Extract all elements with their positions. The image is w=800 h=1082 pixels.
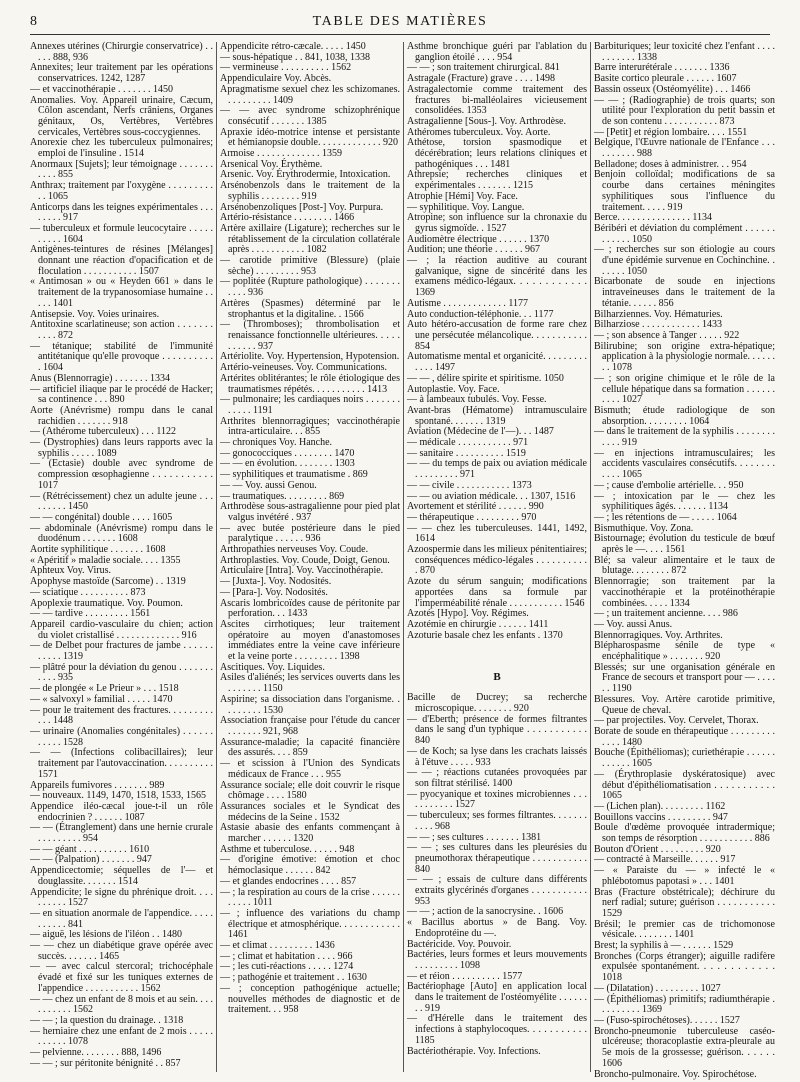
index-entry: Artério-veineuses. Voy. Communications. bbox=[220, 362, 388, 374]
index-entry: — ; les rétentions de — . . . . . 1064 bbox=[594, 511, 737, 523]
index-entry: — — (Infections colibacillaires); leur traitement par l'autovaccination. . . . . . . . . . 1571 bbox=[30, 747, 213, 780]
index-entry: Basite cortico pleurale . . . . . . 1607 bbox=[594, 73, 737, 85]
index-entry: Barbituriques; leur toxicité chez l'enfant . . . . . . . . . . . 1338 bbox=[594, 41, 775, 63]
index-entry: Annexes utérines (Chirurgie conservatrice) . . . . . 888, 936 bbox=[30, 41, 213, 63]
index-entry: — — avec calcul stercoral; trichocéphale évadé et fixé sur les tuniques externes de l'appendice . . . . . . . . . . . 1562 bbox=[30, 961, 213, 994]
index-entry: — chroniques Voy. Hanche. bbox=[220, 437, 333, 449]
index-entry: — — ; sur péritonite bénignité . . 857 bbox=[30, 1057, 181, 1069]
index-entry: — de plongée « Le Prieur » . . . 1518 bbox=[30, 683, 179, 695]
index-entry: Belladone; doses à administrer. . . 954 bbox=[594, 158, 747, 170]
index-entry: — — ; la question du drainage. . 1318 bbox=[30, 1014, 184, 1026]
index-entry: — — ; ses cultures dans les pleurésies du pneumothorax thérapeutique . . . . . . . . . . . 840 bbox=[407, 842, 587, 875]
index-entry: Bactériophage [Auto] en application local dans le traitement de l'ostéomyélite . . . . . . . . 919 bbox=[407, 981, 587, 1014]
index-entry: Athétose, torsion spasmodique et décérébration; leurs relations cliniques et pathogéniques . . . 1481 bbox=[407, 137, 587, 170]
index-entry: — herniaire chez une enfant de 2 mois . . . . . . . . . . . 1078 bbox=[30, 1025, 213, 1048]
index-entry: — d'Hérelle dans le traitement des infections à staphylocoques. . . . . . . . . . . 1185 bbox=[407, 1013, 587, 1046]
index-entry: — — ; son traitement chirurgical. 841 bbox=[407, 62, 560, 74]
index-entry: — urinaire (Anomalies congénitales) . . . . . . . . . . . 1528 bbox=[30, 726, 213, 748]
index-entry: — et glandes endocrines . . . . 857 bbox=[220, 875, 357, 887]
index-entry: — ; son absence à Tanger . . . . . 922 bbox=[594, 329, 740, 341]
index-entry: — traumatiques. . . . . . . . . 869 bbox=[220, 490, 345, 502]
index-entry: Auto hétéro-accusation de forme rare chez une persécutée mélancolique. . . . . . . . . . . 854 bbox=[407, 319, 587, 352]
index-entry: Broncho-pulmonaire. Voy. Spirochétose. bbox=[594, 1068, 757, 1080]
index-entry: — nouveaux. 1149, 1470, 1518, 1533, 1565 bbox=[30, 790, 207, 802]
index-entry: Astragale (Fracture) grave . . . . 1498 bbox=[407, 73, 555, 85]
index-entry: — Voy. aussi Anus. bbox=[594, 618, 673, 630]
index-entry: — — ; réactions cutanées provoquées par son filtrat stérilisé. 1400 bbox=[407, 767, 587, 789]
index-entry: — (Ectasie) double avec syndrome de compression œsophagienne . . . . . . . . . . . 1017 bbox=[30, 458, 213, 491]
index-entry: — (Dilatation) . . . . . . . . . 1027 bbox=[594, 982, 721, 994]
index-entry: Bouton d'Orient . . . . . . . . . 920 bbox=[594, 843, 721, 855]
index-entry: — — géant . . . . . . . . . . 1610 bbox=[30, 843, 150, 855]
index-entry: Aphteux Voy. Virus. bbox=[30, 565, 111, 577]
page-title: TABLE DES MATIÈRES bbox=[312, 14, 488, 29]
index-entry: Bilharziennes. Voy. Hématuries. bbox=[594, 308, 723, 320]
index-entry: — — (Étranglement) dans une hernie crurale . . . . . . . . . 954 bbox=[30, 822, 213, 845]
index-entry: Autisme . . . . . . . . . . . . . 1177 bbox=[407, 297, 529, 309]
index-entry: Anorexie chez les tuberculeux pulmonaires; emploi de l'insuline . 1514 bbox=[30, 137, 213, 160]
section-letter: B bbox=[493, 671, 501, 684]
index-entry: Audition; une théorie . . . . . . 967 bbox=[407, 244, 541, 256]
index-entry: Broncho-pneumonie tuberculeuse caséo-ulcéreuse; thoracoplastie extra-pleurale au 5e mois de la grossesse; guérison. . . . . . 1606 bbox=[594, 1025, 775, 1069]
index-entry: Bistournage; évolution du testicule de bœuf après le —. . . . 1561 bbox=[594, 533, 775, 556]
index-entry: — poplitée (Rupture pathologique) . . . . . . . . . . . 936 bbox=[220, 276, 400, 299]
index-entry: Assurances sociales et le Syndicat des médecins de la Seine . 1532 bbox=[220, 800, 400, 823]
index-entry: « Apéritif » maladie sociale. . . . 1355 bbox=[30, 554, 181, 566]
index-entry: — abdominale (Anévrisme) rompu dans le duodénum . . . . . . . 1608 bbox=[30, 522, 213, 545]
index-entry: — ; pathogénie et traitement . . 1630 bbox=[220, 972, 367, 984]
index-entry: — « salvoxyl » familial . . . . . 1470 bbox=[30, 693, 173, 705]
index-entry: — — chez les tuberculeuses. 1441, 1492, 1614 bbox=[407, 522, 587, 545]
index-entry: Bouillons vaccins . . . . . . . . . 947 bbox=[594, 811, 728, 823]
index-entry: Antigènes-teintures de résines [Mélanges] donnant une réaction d'opacification et de floculation . . . . . . . . . . . 1507 bbox=[30, 244, 213, 277]
index-entry: — — avec syndrome schizophrénique consécutif . . . . . . . 1385 bbox=[220, 105, 400, 127]
index-entry: — ; un traitement ancienne. . . . 986 bbox=[594, 608, 738, 620]
index-entry: Astragalienne [Sous-]. Voy. Arthrodèse. bbox=[407, 115, 566, 127]
index-entry: Appendicite rétro-cæcale. . . . . 1450 bbox=[220, 41, 366, 52]
index-entry: Arsenical Voy. Érythème. bbox=[220, 158, 323, 170]
index-entry: — ; climat et habitation . . . . 966 bbox=[220, 950, 353, 962]
index-entry: — plâtré pour la déviation du genou . . . . . . . . . . . 935 bbox=[30, 661, 213, 684]
index-entry: Appareils fumivores . . . . . . . 989 bbox=[30, 779, 165, 791]
index-entry: — ; la réaction auditive au courant galvanique, signe de sincérité dans les examens médico-légaux. . . . . . . . . . . . 1369 bbox=[407, 255, 587, 299]
index-entry: — — ; (Radiographie) de trois quarts; son utilité pour l'exploration du petit bassin et de son contenu . . . . . . . . . . . 873 bbox=[594, 94, 775, 127]
index-entry: Asthme bronchique guéri par l'ablation du ganglion étoilé . . . . 954 bbox=[407, 41, 587, 63]
index-entry: Bismuth; étude radiologique de son absorption. . . . . . . . . 1064 bbox=[594, 404, 775, 427]
index-entry: Anormaux [Sujets]; leur témoignage . . . . . . . . . . . 855 bbox=[30, 158, 213, 181]
index-entry: — par projectiles. Voy. Cervelet, Thorax. bbox=[594, 715, 759, 727]
index-entry: — ; conception pathogénique actuelle; nouvelles méthodes de diagnostic et de traitement. . . 958 bbox=[220, 982, 400, 1016]
index-entry: Bilharziose . . . . . . . . . . . . 1433 bbox=[594, 319, 723, 331]
index-entry: Béribéri et déviation du complément . . . . . . . . . . . . 1050 bbox=[594, 222, 775, 245]
index-entry: — médicale . . . . . . . . . . . 971 bbox=[407, 437, 529, 449]
index-entry: Anthrax; traitement par l'oxygène . . . . . . . . . . . 1065 bbox=[30, 180, 213, 202]
index-entry: — ; son origine chimique et le rôle de la cellule hépatique dans sa formation . . . . . . . . . . 1027 bbox=[594, 372, 775, 406]
index-entry: Blennorragiques. Voy. Arthrites. bbox=[594, 629, 723, 641]
index-entry: Anus (Blennorragie) . . . . . . . 1334 bbox=[30, 372, 170, 384]
index-entry: — pulmonaire; les cardiaques noirs . . . . . . . . . . . . 1191 bbox=[220, 394, 400, 416]
index-entry: Apragmatisme sexuel chez les schizomanes. . . . . . . . . . 1409 bbox=[220, 83, 400, 106]
index-entry: Arthropathies nerveuses Voy. Coude. bbox=[220, 544, 369, 556]
index-entry: Aspirine; sa dissociation dans l'organisme. . . . . . . . . 1530 bbox=[220, 693, 400, 716]
index-entry: — sanitaire . . . . . . . . . . 1519 bbox=[407, 447, 526, 459]
index-entry: Asthme et tuberculose. . . . . . 948 bbox=[220, 843, 355, 855]
index-entry: Blessures. Voy. Artère carotide primitive, Queue de cheval. bbox=[594, 693, 775, 716]
index-entry: — aiguë, les lésions de l'iléon . . 1480 bbox=[30, 929, 183, 941]
index-entry: — dans le traitement de la syphilis . . . . . . . . . . . . 919 bbox=[594, 426, 775, 449]
index-entry: — (Érythroplasie dyskératosique) avec début d'épithéliomatisation . . . . . . . . . . . 1065 bbox=[594, 768, 775, 802]
index-entry: Berce. . . . . . . . . . . . . . . 1134 bbox=[594, 212, 712, 224]
index-entry: Appendicectomie; séquelles de l'— et douglassite. . . . . . . 1514 bbox=[30, 865, 213, 887]
index-entry: — — ou aviation médicale. . . 1307, 1516 bbox=[407, 490, 576, 502]
index-entry: — (Rétrécissement) chez un adulte jeune . . . . . . . . . 1450 bbox=[30, 490, 213, 513]
index-entry: Auto conduction-téléphonie. . . 1177 bbox=[407, 308, 554, 320]
index-entry: Apraxie idéo-motrice intense et persistante et hémianopsie double. . . . . . . . . . . . . 920 bbox=[220, 126, 400, 149]
index-entry: Bicarbonate de soude en injections intraveineuses dans le traitement de la tétanie. . . . . . 856 bbox=[594, 276, 775, 309]
index-entry: — — ; ses cultures . . . . . . . 1381 bbox=[407, 831, 542, 843]
index-column-1 bbox=[30, 42, 217, 1072]
index-entry: — de Delbet pour fractures de jambe . . . . . . . . . . . 1319 bbox=[30, 640, 213, 663]
index-entry: — en injections intramusculaires; les accidents vasculaires consécutifs. . . . . . . . . . . . 1065 bbox=[594, 447, 775, 481]
index-entry: — [Para-]. Voy. Nodosités. bbox=[220, 586, 328, 598]
index-entry: « Antimosan » ou « Heyden 661 » dans le traitement de la trypanosomiase humaine . . . . . 1401 bbox=[30, 276, 213, 309]
index-entry: Antisepsie. Voy. Voies urinaires. bbox=[30, 308, 160, 320]
index-entry: Apophyse mastoïde (Sarcome) . . 1319 bbox=[30, 576, 186, 588]
index-entry: Arthrodèse sous-astragalienne pour pied plat valgus invétéré . 937 bbox=[220, 501, 400, 523]
index-entry: — ; les cuti-réactions . . . . . 1274 bbox=[220, 961, 354, 973]
index-entry: Azotés [Hypo]. Voy. Régimes. bbox=[407, 608, 529, 620]
index-entry: Antitoxine scarlatineuse; son action . . . . . . . . . . . 872 bbox=[30, 319, 213, 341]
index-entry: — (Épithéliomas) primitifs; radiumthérapie . . . . . . . . . 1369 bbox=[594, 993, 775, 1016]
index-entry: Artères (Spasmes) déterminé par le strophantus et la digitaline. . 1566 bbox=[220, 297, 400, 320]
index-entry: Bronches (Corps étranger); aiguille radifère expulsée spontanément. . . . . . . . . . . . 1018 bbox=[594, 950, 775, 984]
index-entry: — — , délire spirite et spiritisme. 1050 bbox=[407, 372, 564, 384]
index-entry: — — chez un diabétique grave opérée avec succès. . . . . . . 1465 bbox=[30, 940, 213, 962]
index-entry: Atropine; son influence sur la chronaxie du gyrus sigmoïde. . 1527 bbox=[407, 212, 587, 234]
index-entry: Azoospermie dans les milieux pénitentiaires; conséquences médico-légales . . . . . . . . . . . 870 bbox=[407, 544, 587, 577]
index-entry: — (Fuso-spirochétoses). . . . . . 1527 bbox=[594, 1014, 740, 1026]
index-entry: — ; la respiration au cours de la crise . . . . . . . . . . . 1011 bbox=[220, 886, 400, 909]
index-entry: Blennorragie; son traitement par la vaccinothérapie et la protéinothérapie combinées. . . . . 1334 bbox=[594, 576, 775, 609]
index-entry: Appendice iléo-cæcal joue-t-il un rôle endocrinien ? . . . . . . 1087 bbox=[30, 800, 213, 823]
index-entry: Brest; la syphilis à — . . . . . . 1529 bbox=[594, 940, 734, 952]
index-entry: — — Voy. aussi Genou. bbox=[220, 479, 317, 491]
index-entry: Anticorps dans les teignes expérimentales . . . . . . . . 917 bbox=[30, 201, 213, 224]
index-entry: — tétanique; stabilité de l'immunité antitétanique qu'elle provoque . . . . . . . . . . . 1604 bbox=[30, 340, 213, 374]
index-entry: Atrophie [Hémi] Voy. Face. bbox=[407, 190, 518, 202]
index-entry: — contracté à Marseille. . . . . . 917 bbox=[594, 854, 736, 866]
index-entry: Bactéries, leurs formes et leurs mouvements . . . . . . . . . 1098 bbox=[407, 949, 587, 971]
index-entry: Azote du sérum sanguin; modifications apportées dans sa formule par l'imperméabilité rénale . . . . . . . . . . . 1546 bbox=[407, 576, 587, 609]
index-entry: — artificiel iliaque par le procédé de Hacker; sa continence . . . 890 bbox=[30, 383, 213, 406]
index-entry: — — en évolution. . . . . . . . 1303 bbox=[220, 458, 355, 470]
index-entry: Artériolite. Voy. Hypertension, Hypotension. bbox=[220, 351, 400, 363]
index-entry: — — chez un enfant de 8 mois et au sein. . . . . . . . . . . 1562 bbox=[30, 993, 213, 1016]
index-entry: — tuberculeux; ses formes filtrantes. . . . . . . . . . . 968 bbox=[407, 810, 587, 832]
header-rule bbox=[30, 34, 770, 35]
index-entry: Aorte (Anévrisme) rompu dans le canal rachidien . . . . . . . 918 bbox=[30, 404, 213, 427]
index-entry: Anomalies. Voy. Appareil urinaire, Cæcum, Côlon ascendant, Nerfs crâniens, Organes génitaux, Os, Vertèbres, Vertèbres cervicales, Vertèbres sous-coccygiennes. bbox=[30, 94, 213, 138]
index-entry: — [Petit] et région lombaire. . . . 1551 bbox=[594, 126, 748, 138]
index-entry: — — civile . . . . . . . . . . . 1373 bbox=[407, 479, 532, 491]
index-entry: Astragalectomie comme traitement des fractures bi-malléolaires vicieusement consolidées. 1353 bbox=[407, 83, 587, 117]
index-entry: — ; influence des variations du champ électrique et atmosphérique. . . . . . . . . . . . 1461 bbox=[220, 907, 400, 941]
page-number: 8 bbox=[30, 14, 37, 29]
index-entry: Bilirubine; son origine extra-hépatique; application à la physiologie normale. . . . . . . . 1078 bbox=[594, 340, 776, 374]
index-entry: Athéromes tuberculeux. Voy. Aorte. bbox=[407, 126, 551, 138]
index-entry: Avortement et stérilité . . . . . . 990 bbox=[407, 501, 544, 513]
index-entry: Bismuthique. Voy. Zona. bbox=[594, 522, 694, 534]
index-entry: Ascitiques. Voy. Liquides. bbox=[220, 661, 325, 673]
index-entry: Ascaris lombricoïdes cause de péritonite par perforation. . . 1433 bbox=[220, 597, 400, 620]
index-entry: Appendicite; le signe du phrénique droit. . . . . . . . . . 1527 bbox=[30, 886, 213, 909]
index-entry: « Bacillus abortus » de Bang. Voy. Endoprotéine du —. bbox=[407, 917, 587, 939]
index-entry: Blé; sa valeur alimentaire et le taux de blutage. . . . . . . . 872 bbox=[594, 554, 775, 577]
index-entry: Arsenic. Voy. Érythrodermie, Intoxication. bbox=[220, 169, 391, 181]
index-entry: Bacille de Ducrey; sa recherche microscopique. . . . . . . . 920 bbox=[407, 692, 587, 715]
index-entry: Annexites; leur traitement par les opérations conservatrices. 1242, 1287 bbox=[30, 62, 213, 85]
index-entry: Brésil; le premier cas de trichomonose vésicale. . . . . . . . 1401 bbox=[594, 918, 775, 941]
index-entry: Bactéricide. Voy. Pouvoir. bbox=[407, 938, 512, 950]
index-entry: — avec butée postérieure dans le pied paralytique . . . . . . 936 bbox=[220, 522, 400, 545]
index-entry: Boule d'œdème provoquée intradermique; son temps de résorption . . . . . . . . . . . 886 bbox=[594, 822, 775, 845]
index-entry: — carotide primitive (Blessure) (plaie sèche) . . . . . . . . . 953 bbox=[220, 255, 400, 277]
index-entry: Arsénobenzols dans le traitement de la syphilis . . . . . . . . 919 bbox=[220, 180, 400, 202]
index-entry: — et vaccinothérapie . . . . . . . 1450 bbox=[30, 83, 174, 95]
index-entry: Bouche (Épithéliomas); curiethérapie . . . . . . . . . . . . 1605 bbox=[594, 747, 775, 770]
index-entry: — ; recherches sur son étiologie au cours d'une épidémie survenue en Cochinchine. . . . . . . 1050 bbox=[594, 244, 775, 277]
index-entry: Astasie abasie des enfants commençant à marcher . . . . . . 1320 bbox=[220, 822, 400, 845]
index-entry: Armoise . . . . . . . . . . . . . 1359 bbox=[220, 148, 342, 160]
index-entry: Asiles d'aliénés; les services ouverts dans les . . . . . . . 1150 bbox=[220, 672, 400, 695]
index-entry: — (Dystrophies) dans leurs rapports avec la syphilis . . . . . 1089 bbox=[30, 437, 213, 459]
index-entry: Avant-bras (Hématome) intramusculaire spontané. . . . . . . 1319 bbox=[407, 404, 587, 427]
index-entry: Azoturie basale chez les enfants . 1370 bbox=[407, 629, 563, 641]
index-entry: Arsénobenzoliques [Post-] Voy. Purpura. bbox=[220, 201, 384, 213]
index-column-4 bbox=[591, 41, 778, 1080]
index-entry: Apoplexie traumatique. Voy. Poumon. bbox=[30, 597, 183, 609]
index-entry: — — du temps de paix ou aviation médicale . . . . . . . . . 971 bbox=[407, 458, 587, 481]
index-entry: — ; cause d'embolie artérielle. . . 950 bbox=[594, 479, 744, 491]
index-entry: Aviation (Médecine de l'—). . . 1487 bbox=[407, 426, 554, 438]
index-entry: Borate de soude en thérapeutique . . . . . . . . . . . . . 1480 bbox=[594, 726, 775, 748]
index-column-3 bbox=[404, 42, 591, 1072]
index-entry: Azotémie en chirurgie . . . . . . 1411 bbox=[407, 618, 549, 630]
index-entry: — pour le traitement des fractures. . . . . . . . . . . . 1448 bbox=[30, 704, 213, 727]
index-entry: — ; intoxication par le — chez les syphilitiques âgés. . . . . . . 1134 bbox=[594, 490, 775, 513]
index-entry: Appendiculaire Voy. Abcès. bbox=[220, 73, 332, 85]
index-columns bbox=[30, 41, 780, 1080]
index-entry: Bassin osseux (Ostéomyélite) . . . 1466 bbox=[594, 83, 751, 95]
index-entry: Barre interurétérale . . . . . . . 1336 bbox=[594, 62, 730, 74]
index-entry: Articulaire [Intra]. Voy. Vaccinothérapie. bbox=[220, 565, 384, 577]
page-header bbox=[0, 0, 800, 30]
index-entry: — de Koch; sa lyse dans les crachats laissés à l'étuve . . . . . 933 bbox=[407, 745, 587, 768]
index-entry: — d'Eberth; présence de formes filtrantes dans le sang d'un typhique . . . . . . . . . . . 840 bbox=[407, 713, 587, 747]
index-entry: — — (Palpation) . . . . . . . 947 bbox=[30, 854, 152, 866]
index-entry: Artérites oblitérantes; le rôle étiologique des traumatismes répétés. . . . . . . . . . . 1413 bbox=[220, 372, 400, 395]
index-entry: — pyocyanique et toxines microbiennes . . . . . . . . . . . 1527 bbox=[407, 788, 587, 811]
index-entry: Bras (Fracture obstétricale); déchirure du nerf radial; suture; guérison . . . . . . . . . . . 1529 bbox=[594, 886, 775, 919]
index-entry: Appareil cardio-vasculaire du chien; action du violet cristallisé . . . . . . . . . . . . . 916 bbox=[30, 618, 213, 641]
index-entry: Blessés; sur une organisation générale en France de secours et transport pour — . . . . . . 1190 bbox=[594, 661, 775, 695]
index-entry: — d'origine émotive: émotion et choc hémoclasique . . . . . . 842 bbox=[220, 854, 400, 877]
index-entry: Automatisme mental et organicité. . . . . . . . . . . . . 1497 bbox=[407, 351, 587, 374]
index-entry: — (Thromboses); thrombolisation et renaissance fonctionnelle ultérieures. . . . . . . . . . . 937 bbox=[220, 319, 400, 352]
index-entry: Assurance sociale; elle doit couvrir le risque chômage . . . . 1580 bbox=[220, 779, 400, 802]
index-entry: — gonococciques . . . . . . . . 1470 bbox=[220, 447, 355, 459]
index-entry: Arthroplasties. Voy. Coude, Doigt, Genou. bbox=[220, 554, 390, 566]
index-entry: — — ; action de la sanocrysine. . 1606 bbox=[407, 906, 564, 918]
index-entry: Blépharospasme sénile de type « encéphalitique » . . . . . . . 920 bbox=[594, 640, 775, 663]
index-entry: — et réion . . . . . . . . . . 1577 bbox=[407, 970, 523, 982]
index-entry: Belgique, l'Œuvre nationale de l'Enfance . . . . . . . . . . 988 bbox=[594, 137, 775, 160]
index-entry: — vermineuse . . . . . . . . . . 1562 bbox=[220, 62, 352, 74]
index-entry: — pelvienne. . . . . . . . 888, 1496 bbox=[30, 1047, 162, 1059]
index-entry: — sous-hépatique . . 841, 1038, 1338 bbox=[220, 51, 370, 63]
index-entry: — « Paraiste du — » infecté le « phlébotomus papotasi » . . . 1401 bbox=[594, 865, 775, 887]
index-entry: — sciatique . . . . . . . . . . 873 bbox=[30, 586, 146, 598]
index-entry: — — ; essais de culture dans différents extraits glycérinés d'organes . . . . . . . . . . . 953 bbox=[407, 874, 587, 907]
index-entry: Ascites cirrhotiques; leur traitement opératoire au moyen d'anastomoses immédiates entre la veine cave inférieure et la veine porte . . . . . . . . . 1398 bbox=[220, 618, 400, 663]
index-entry: Autoplastie. Voy. Face. bbox=[407, 383, 500, 395]
index-entry: — (Athérome tuberculeux) . . . 1122 bbox=[30, 426, 176, 438]
index-entry: Assurance-maladie; la capacité financière des assurés. . . . 859 bbox=[220, 736, 400, 759]
index-entry: Association française pour l'étude du cancer . . . . . . . 921, 968 bbox=[220, 715, 400, 737]
index-entry: — en situation anormale de l'appendice. . . . . . . . . . . 841 bbox=[30, 907, 213, 930]
index-column-2 bbox=[217, 42, 404, 1072]
index-entry: — [Juxta-]. Voy. Nodosités. bbox=[220, 576, 332, 588]
index-entry: Benjoin colloïdal; modifications de sa courbe dans certaines méningites syphilitiques sous l'influence du traitement. . . . . 919 bbox=[594, 169, 775, 213]
index-entry: Arthrites blennorragiques; vaccinothérapie intra-articulaire. . . 855 bbox=[220, 415, 400, 438]
index-entry: Bactériothérapie. Voy. Infections. bbox=[407, 1045, 541, 1057]
index-entry: — — congénital) double . . . . 1605 bbox=[30, 511, 173, 523]
index-entry: Artère axillaire (Ligature); recherches sur le rétablissement de la circulation collatérale après . . . . . . . . . . . 1082 bbox=[220, 222, 400, 256]
index-entry: — tuberculeux et formule leucocytaire . . . . . . . . . . 1604 bbox=[30, 222, 213, 245]
index-entry: Artério-résistance . . . . . . . . 1466 bbox=[220, 212, 355, 224]
index-entry: — — tardive . . . . . . . . . 1561 bbox=[30, 608, 151, 620]
index-entry: Athrepsie; recherches cliniques et expérimentales . . . . . . . 1215 bbox=[407, 169, 587, 192]
index-entry: — syphilitiques et traumatisme . 869 bbox=[220, 469, 368, 481]
index-entry: — et scission à l'Union des Syndicats médicaux de France . . . 955 bbox=[220, 758, 400, 780]
index-entry: — syphilitique. Voy. Langue. bbox=[407, 201, 525, 213]
index-entry: — à lambeaux tubulés. Voy. Fesse. bbox=[407, 394, 547, 406]
index-entry: — thérapeutique . . . . . . . . . 970 bbox=[407, 511, 537, 523]
index-entry: — et climat . . . . . . . . . 1436 bbox=[220, 940, 335, 952]
index-entry: Audiomètre électrique . . . . . . 1370 bbox=[407, 233, 550, 245]
index-entry: — (Lichen plan). . . . . . . . . 1162 bbox=[594, 800, 726, 812]
index-entry: Aortite syphilitique . . . . . . . 1608 bbox=[30, 544, 166, 556]
